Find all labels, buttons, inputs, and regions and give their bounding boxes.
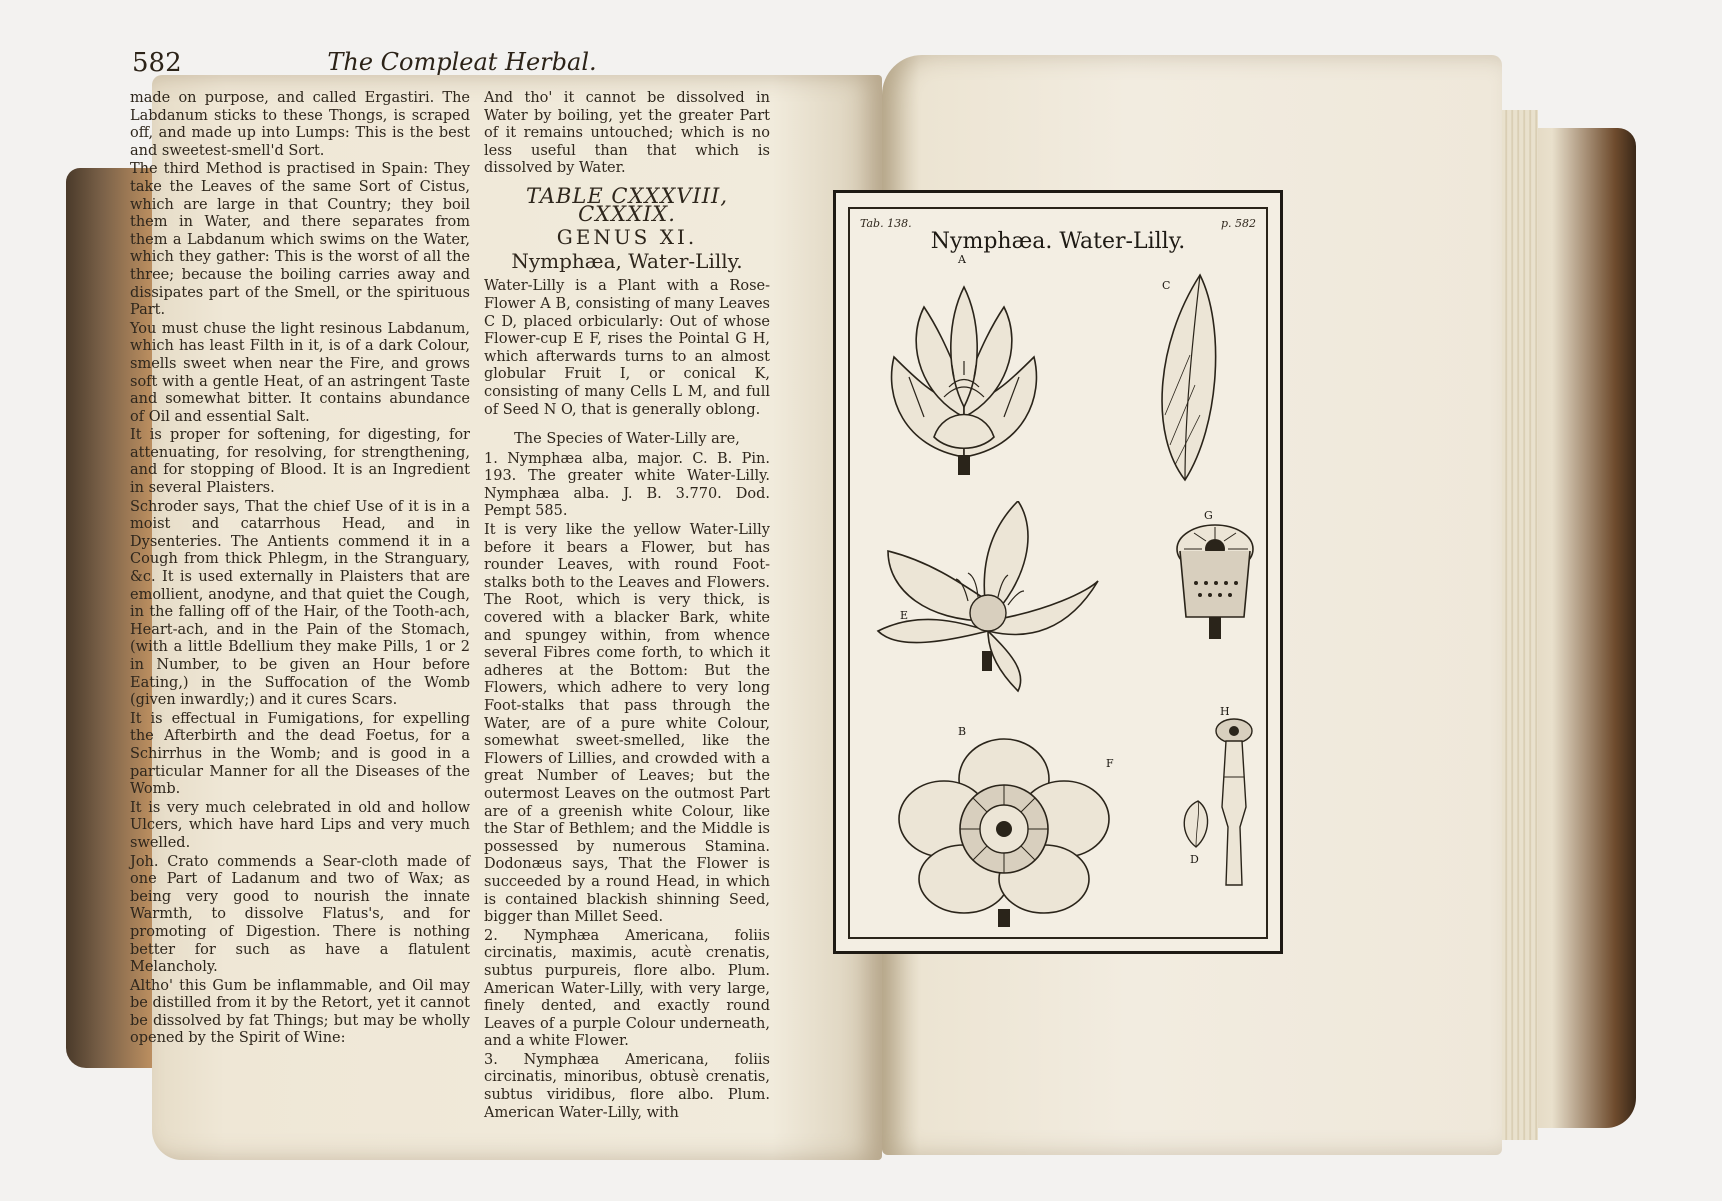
table-heading: TABLE CXXXVIII, CXXXIX.: [525, 183, 729, 226]
botanical-plate: [833, 190, 1283, 954]
figure-label-h: H: [1220, 705, 1230, 718]
left-text-column: [130, 90, 470, 1049]
book-title: The Compleat Herbal.: [327, 48, 597, 76]
paragraph: The third Method is practised in Spain: They take the Leaves of the same Sort of Cistus, which are large in that Country; they boil them in Water, and there separates from them a Labdanum which swims on the Water, which they gather: This is the worst of all the three; because the boiling carries away and dissipates part of the Smell, or the spirituous Part.: [130, 161, 470, 319]
species-entry: 2. Nymphæa Americana, foliis circinatis, maximis, acutè crenatis, subtus purpureis, flore albo. Plum. American Water-Lilly, with very large, finely dented, and exactly round Leaves of a purple Colour underneath, and a white Flower.: [484, 927, 770, 1050]
figure-label-d-petal: D: [1190, 853, 1199, 866]
figure-label-f: F: [1106, 757, 1114, 770]
petal-illustration: [1176, 799, 1216, 849]
figure-label-g: G: [1204, 509, 1213, 522]
flower-top-view-illustration: [894, 729, 1114, 929]
plate-tab-number: Tab. 138.: [860, 217, 912, 230]
plant-name-heading: Nymphæa, Water-Lilly.: [511, 248, 743, 273]
paragraph: It is very much celebrated in old and hollow Ulcers, which have hard Lips and very much swelled.: [130, 799, 470, 851]
paragraph: made on purpose, and called Ergastiri. The Labdanum sticks to these Thongs, is scraped off, and made up into Lumps: This is the best and sweetest-smell'd Sort.: [130, 90, 470, 159]
figure-label-c: C: [1162, 279, 1171, 292]
page-edges: [1502, 110, 1538, 1140]
species-heading: The Species of Water-Lilly are,: [514, 431, 740, 448]
figure-label-a: A: [958, 253, 966, 266]
flower-cup-illustration: [868, 501, 1108, 701]
species-entry: 3. Nymphæa Americana, foliis circinatis, minoribus, obtusè crenatis, subtus viridibus, flore albo. Plum. American Water-Lilly, with: [484, 1051, 770, 1121]
genus-heading: GENUS XI.: [556, 225, 698, 250]
lily-bloom-illustration: [864, 267, 1064, 477]
right-text-column: [484, 90, 770, 1123]
species-entry: It is very like the yellow Water-Lilly before it bears a Flower, but has rounder Leaves, with round Foot-stalks both to the Leaves and Flowers. The Root, which is very thick, is covered with a blacker Bark, white and spungey within, from whence several Fibres come forth, to which it adheres at the Bottom: But the Flowers, which adhere to very long Foot-stalks that pass through the Water, are of a pure white Colour, somewhat sweet-smelled, like the Flowers of Lillies, and crowded with a great Number of Leaves; but the outermost Leaves on the outmost Part are of a greenish white Colour, like the Star of Bethlem; and the Middle is possessed by numerous Stamina. Dodonæus says, That the Flower is succeeded by a round Head, in which is contained blackish shinning Seed, bigger than Millet Seed.: [484, 522, 770, 926]
paragraph: You must chuse the light resinous Labdanum, which has least Filth in it, is of a dark Colour, smells sweet when near the Fire, and grows soft with a gentle Heat, of an astringent Taste and somewhat bitter. It contains abundance of Oil and essential Salt.: [130, 320, 470, 425]
paragraph: It is effectual in Fumigations, for expelling the Afterbirth and the dead Foetus, for a Schirrhus in the Womb; and is good in a particular Manner for all the Diseases of the Womb.: [130, 710, 470, 798]
lily-bud-illustration: [1140, 265, 1230, 485]
running-head: [132, 48, 792, 88]
description-paragraph: Water-Lilly is a Plant with a Rose-Flower A B, consisting of many Leaves C D, placed orbicularly: Out of whose Flower-cup E F, rises the Pointal G H, which afterwards turns to an almost globular Fruit I, or conical K, consisting of many Cells L M, and full of Seed N O, that is generally oblong.: [484, 278, 770, 418]
species-entry: 1. Nymphæa alba, major. C. B. Pin. 193. The greater white Water-Lilly. Nymphæa alba. J. B. 3.770. Dod. Pempt 585.: [484, 450, 770, 520]
paragraph: Schroder says, That the chief Use of it is in a moist and catarrhous Head, and in Dysenteries. The Antients commend it in a Cough from thick Phlegm, in the Stranguary, &c. It is used externally in Plaisters that are emollient, anodyne, and that quiet the Cough, in the falling off of the Hair, of the Tooth-ach, Heart-ach, and in the Pain of the Stomach, (with a little Bdellium they make Pills, 1 or 2 in Number, to be given an Hour before Eating,) in the Suffocation of the Womb (given inwardly;) and it cures Scars.: [130, 498, 470, 709]
plate-page-number: p. 582: [1220, 217, 1256, 230]
plate-frame: [848, 207, 1268, 939]
page-number: 582: [132, 48, 182, 78]
paragraph: Altho' this Gum be inflammable, and Oil may be distilled from it by the Retort, yet it cannot be dissolved by fat Things; but may be wholly opened by the Spirit of Wine:: [130, 977, 470, 1047]
paragraph: Joh. Crato commends a Sear-cloth made of one Part of Ladanum and two of Wax; as being very good to nourish the innate Warmth, to dissolve Flatus's, and for promoting of Digestion. There is nothing better for such as have a flatulent Melancholy.: [130, 853, 470, 976]
seed-head-illustration: [1172, 521, 1258, 641]
pistil-illustration: [1212, 717, 1256, 887]
intro-paragraph: And tho' it cannot be dissolved in Water by boiling, yet the greater Part of it remains untouched; which is no less useful than that which is dissolved by Water.: [484, 90, 770, 177]
plate-title: Nymphæa. Water-Lilly.: [930, 229, 1186, 254]
figure-label-b: B: [958, 725, 967, 738]
figure-label-e: E: [900, 609, 909, 622]
paragraph: It is proper for softening, for digesting, for attenuating, for resolving, for strengthening, and for stopping of Blood. It is an Ingredient in several Plaisters.: [130, 427, 470, 497]
